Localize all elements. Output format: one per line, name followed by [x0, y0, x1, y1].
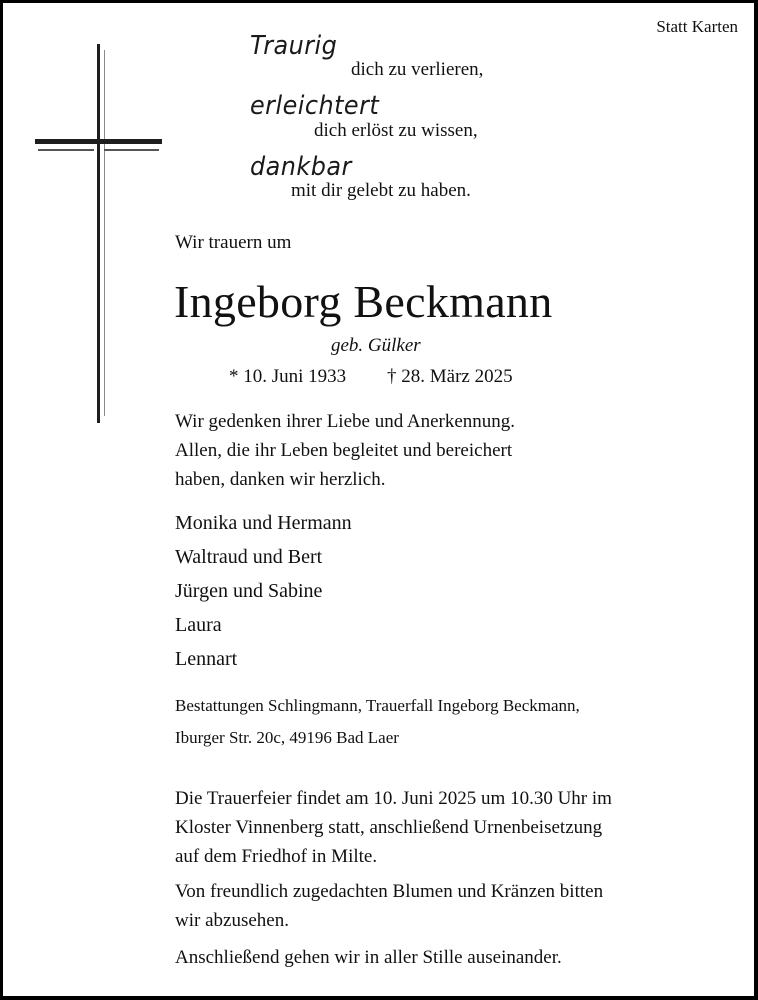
family-list — [175, 506, 352, 676]
cross-horizontal-shadow-right — [104, 149, 159, 151]
cross-vertical-shadow — [104, 50, 105, 416]
closing-line: Anschließend gehen wir in aller Stille auseinander. — [175, 947, 562, 968]
funeral-details — [175, 784, 612, 871]
cross-vertical-bar — [97, 44, 100, 423]
header-note: Statt Karten — [656, 17, 738, 36]
family-member: Waltraud und Bert — [175, 546, 323, 568]
text-line: wir abzusehen. — [175, 910, 289, 931]
cross-horizontal-bar — [35, 139, 162, 144]
family-member: Monika und Hermann — [175, 512, 352, 534]
thanks-paragraph — [175, 407, 515, 494]
poem-script-word: dankbar — [250, 152, 352, 182]
family-member: Laura — [175, 614, 222, 636]
family-member: Lennart — [175, 648, 238, 670]
death-date: † 28. März 2025 — [387, 366, 513, 387]
text-line: Allen, die ihr Leben begleitet und bereichert — [175, 440, 513, 461]
undertaker-address — [175, 690, 580, 754]
text-line: Kloster Vinnenberg statt, anschließend Urnenbeisetzung — [175, 817, 603, 838]
poem-line: dich zu verlieren, — [351, 59, 484, 80]
deceased-name: Ingeborg Beckmann — [174, 276, 553, 327]
cross-horizontal-shadow-left — [38, 149, 94, 151]
text-line: Iburger Str. 20c, 49196 Bad Laer — [175, 728, 399, 747]
poem-line: dich erlöst zu wissen, — [314, 120, 478, 141]
flowers-request — [175, 877, 603, 935]
mourning-intro: Wir trauern um — [175, 232, 292, 253]
text-line: auf dem Friedhof in Milte. — [175, 846, 378, 867]
text-line: Die Trauerfeier findet am 10. Juni 2025 um 10.30 Uhr im — [175, 788, 612, 809]
maiden-name: geb. Gülker — [331, 335, 421, 356]
poem-script-word: Traurig — [250, 31, 338, 61]
family-member: Jürgen und Sabine — [175, 580, 323, 602]
text-line: Wir gedenken ihrer Liebe und Anerkennung. — [175, 411, 516, 432]
text-line: Von freundlich zugedachten Blumen und Kränzen bitten — [175, 881, 604, 902]
poem-line: mit dir gelebt zu haben. — [291, 180, 471, 201]
birth-date: * 10. Juni 1933 — [229, 366, 347, 387]
text-line: Bestattungen Schlingmann, Trauerfall Ingeborg Beckmann, — [175, 696, 580, 715]
text-line: haben, danken wir herzlich. — [175, 469, 386, 490]
poem-script-word: erleichtert — [250, 91, 380, 121]
